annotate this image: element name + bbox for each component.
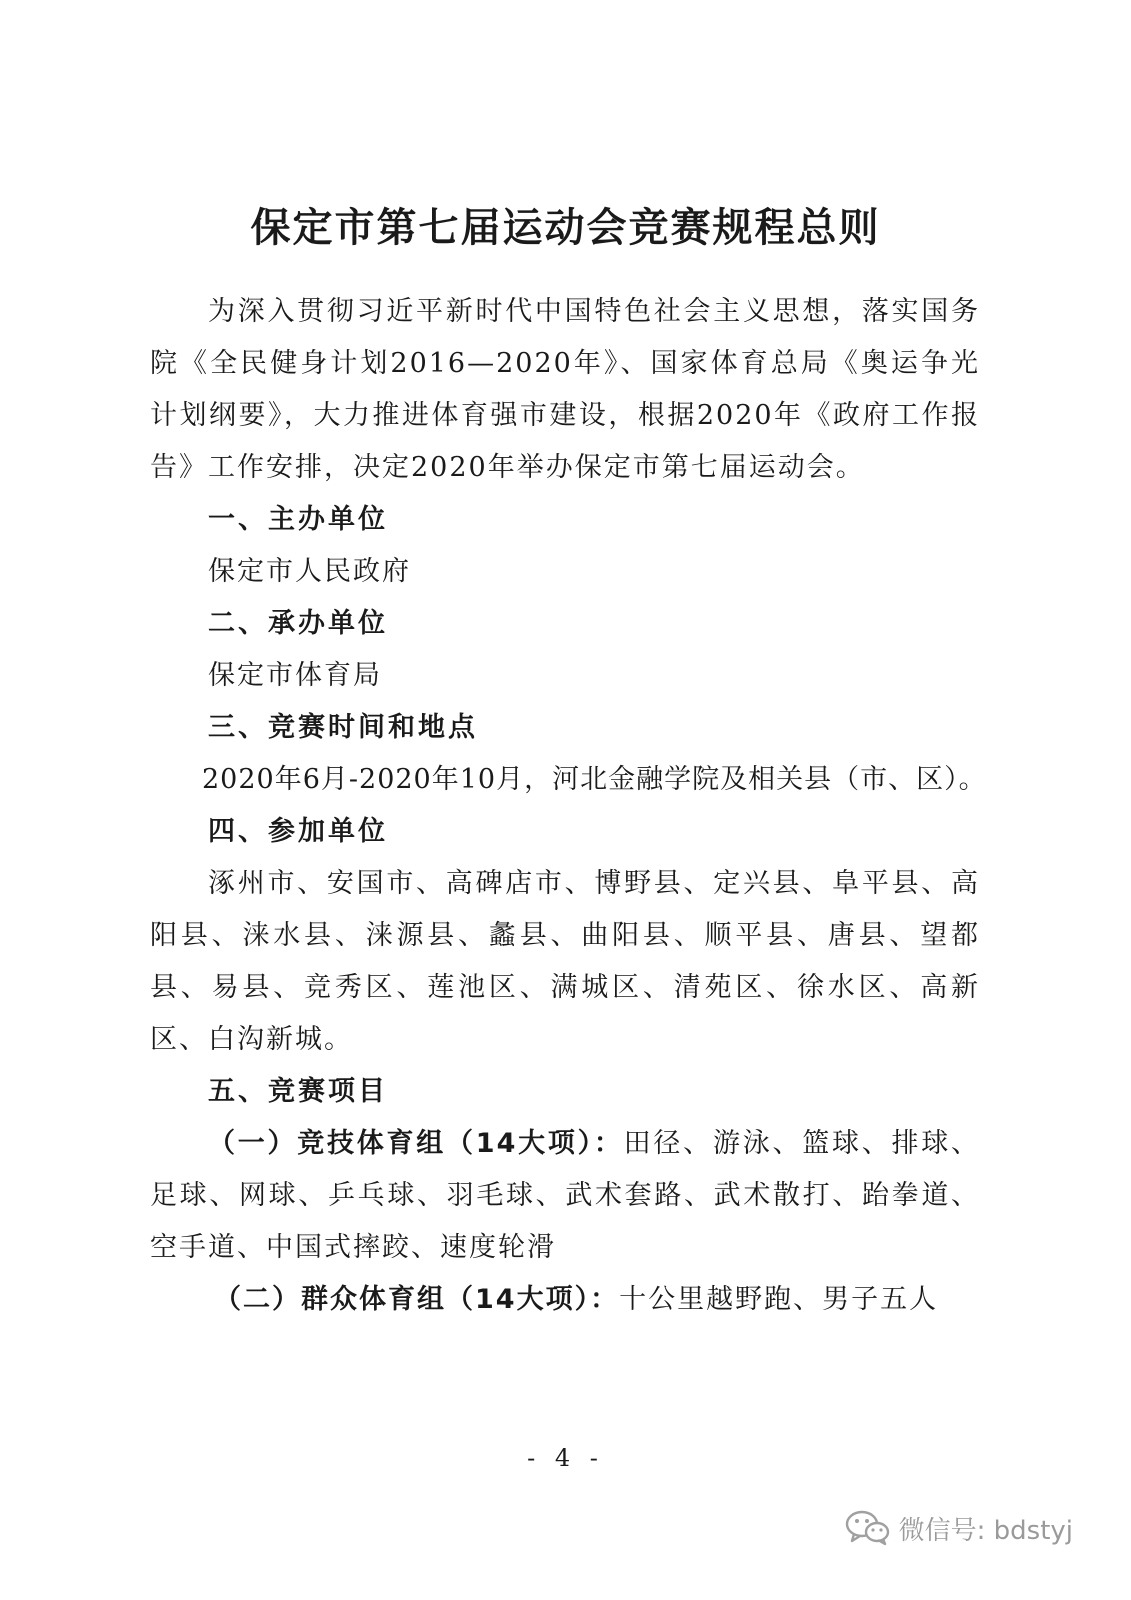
- events-group-1-label: （一）竞技体育组（14大项）：: [208, 1128, 624, 1159]
- section-heading-host: 二、承办单位: [208, 608, 388, 639]
- document-title: 保定市第七届运动会竞赛规程总则: [250, 205, 881, 251]
- events-group-1-content: 田径、游泳、篮球、排球、足球、网球、乒乓球、羽毛球、武术套路、武术散打、跆拳道、空手道、中国式摔跤、速度轮滑: [150, 1128, 980, 1263]
- time-place-content: 2020年6月-2020年10月，河北金融学院及相关县（市、区）。: [202, 764, 987, 795]
- wechat-icon: [845, 1509, 891, 1547]
- wechat-watermark: [845, 1506, 1073, 1550]
- events-group-2: [214, 1274, 938, 1326]
- events-group-2-content: 十公里越野跑、男子五人: [619, 1284, 939, 1315]
- page-number: - 4 -: [527, 1444, 604, 1472]
- section-heading-organizer: 一、主办单位: [208, 504, 388, 535]
- intro-paragraph: 为深入贯彻习近平新时代中国特色社会主义思想，落实国务院《全民健身计划2016—2020年》、国家体育总局《奥运争光计划纲要》，大力推进体育强市建设，根据2020年《政府工作报告》工作安排，决定2020年举办保定市第七届运动会。: [150, 296, 980, 483]
- section-heading-events: 五、竞赛项目: [208, 1076, 388, 1107]
- organizer-content: 保定市人民政府: [208, 556, 411, 587]
- section-heading-participants: 四、参加单位: [208, 816, 388, 847]
- participants-content: 涿州市、安国市、高碑店市、博野县、定兴县、阜平县、高阳县、涞水县、涞源县、蠡县、曲阳县、顺平县、唐县、望都县、易县、竞秀区、莲池区、满城区、清苑区、徐水区、高新区、白沟新城。: [150, 868, 980, 1055]
- events-group-2-label: （二）群众体育组（14大项）：: [214, 1284, 620, 1315]
- watermark-text: 微信号: bdstyj: [898, 1515, 1073, 1546]
- events-group-1: [150, 1118, 980, 1274]
- host-content: 保定市体育局: [208, 660, 382, 691]
- section-heading-time-place: 三、竞赛时间和地点: [208, 712, 478, 743]
